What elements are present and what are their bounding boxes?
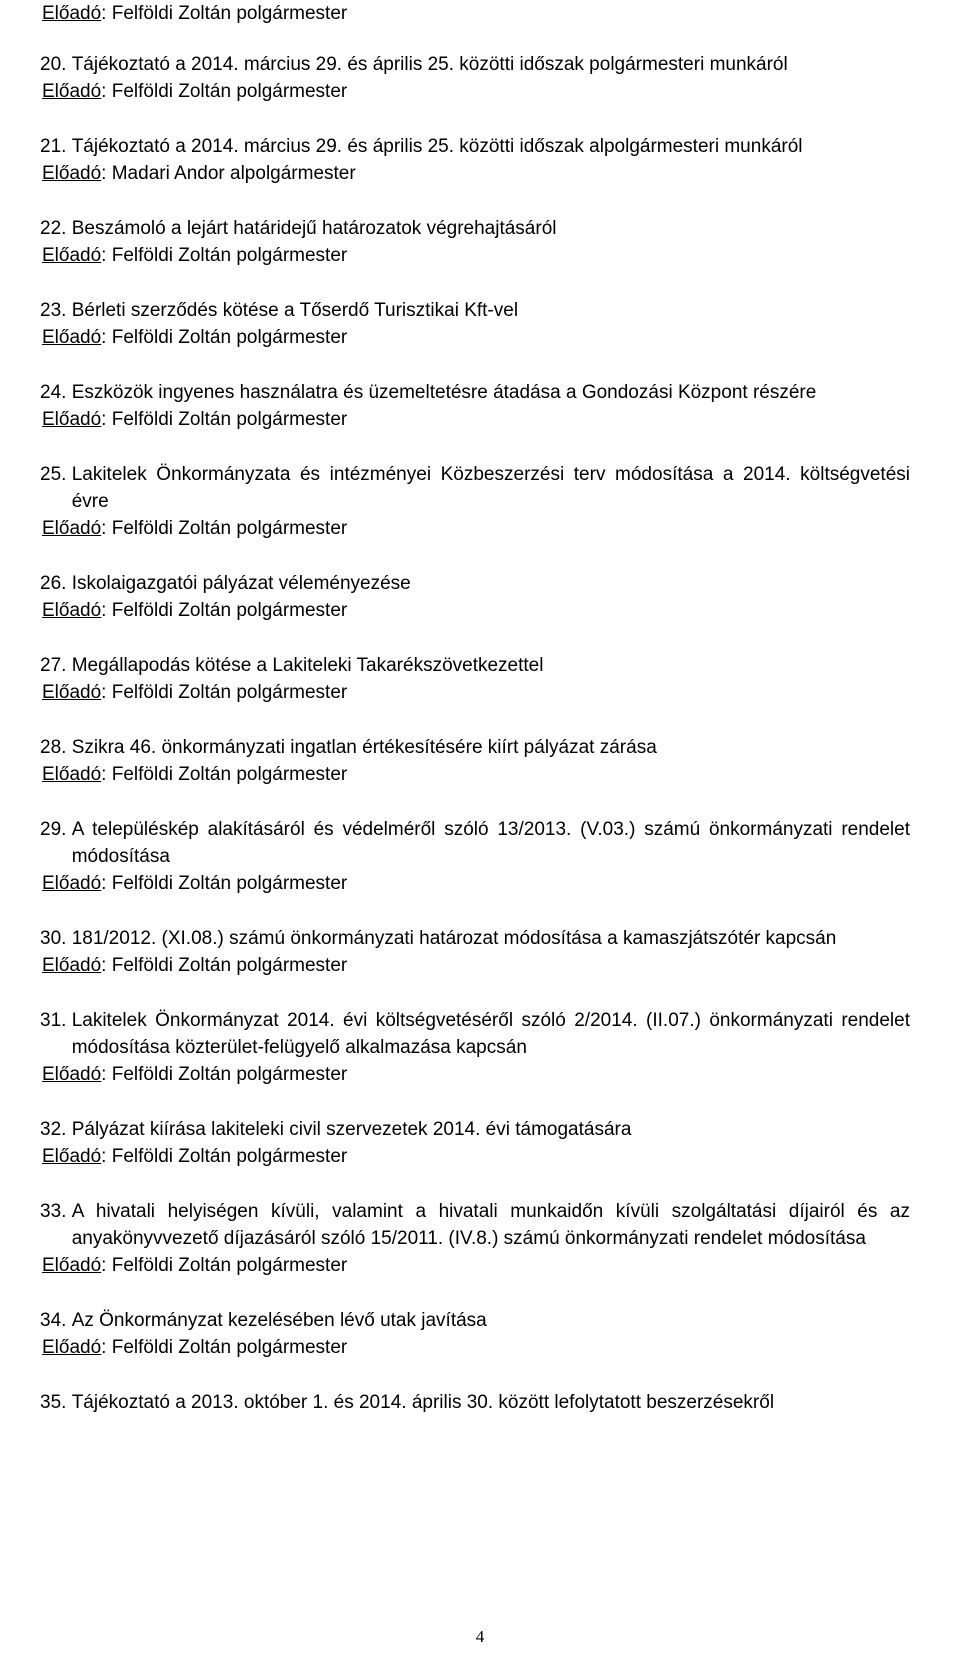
agenda-item [40, 51, 910, 105]
agenda-item-number: 23. [40, 300, 67, 321]
agenda-item [40, 816, 910, 897]
agenda-item-text: Beszámoló a lejárt határidejű határozatok végrehajtásáról [71, 218, 557, 239]
presenter-name: Felföldi Zoltán polgármester [111, 682, 348, 703]
agenda-item-title [40, 734, 910, 761]
agenda-item-text: Az Önkormányzat kezelésében lévő utak javítása [71, 1310, 487, 1331]
presenter-line: Előadó: Felföldi Zoltán polgármester [42, 518, 348, 539]
presenter-line: Előadó: Felföldi Zoltán polgármester [42, 327, 348, 348]
agenda-item-text: Tájékoztató a 2014. március 29. és április 25. közötti időszak polgármesteri munkáról [71, 54, 788, 75]
agenda-item-text: Megállapodás kötése a Lakiteleki Takarékszövetkezettel [71, 655, 544, 676]
agenda-item-title [40, 297, 910, 324]
agenda-item-number: 29. [40, 819, 67, 840]
presenter-label: Előadó [42, 245, 102, 266]
page-number: 4 [475, 1627, 485, 1646]
presenter-line: Előadó: Felföldi Zoltán polgármester [42, 1146, 348, 1167]
presenter-line: Előadó: Felföldi Zoltán polgármester [42, 1255, 348, 1276]
agenda-item-text: Szikra 46. önkormányzati ingatlan értékesítésére kiírt pályázat zárása [71, 737, 657, 758]
presenter-label: Előadó [42, 518, 102, 539]
presenter-line: Előadó: Felföldi Zoltán polgármester [42, 81, 348, 102]
agenda-item-number: 31. [40, 1010, 67, 1031]
agenda-item-number: 28. [40, 737, 67, 758]
presenter-label: Előadó [42, 163, 102, 184]
agenda-item-title [40, 133, 910, 160]
agenda-item [40, 297, 910, 351]
agenda-item-number: 32. [40, 1119, 67, 1140]
agenda-item-number: 35. [40, 1392, 67, 1413]
agenda-item-text: A hivatali helyiségen kívüli, valamint a hivatali munkaidőn kívüli szolgáltatási díjairól és az anyakönyvvezető díjazásáról szóló 15/2011. (IV.8.) számú önkormányzati rendelet módosítása [71, 1201, 910, 1249]
agenda-item-number: 21. [40, 136, 67, 157]
presenter-line: Előadó: Felföldi Zoltán polgármester [42, 3, 348, 24]
agenda-item-number: 26. [40, 573, 67, 594]
agenda-item-number: 30. [40, 928, 67, 949]
presenter-label: Előadó [42, 600, 102, 621]
agenda-item-title [40, 652, 910, 679]
agenda-item-text: Bérleti szerződés kötése a Tőserdő Turisztikai Kft-vel [71, 300, 519, 321]
presenter-line: Előadó: Felföldi Zoltán polgármester [42, 600, 348, 621]
presenter-name: Madari Andor alpolgármester [111, 163, 356, 184]
presenter-name: Felföldi Zoltán polgármester [111, 245, 348, 266]
presenter-label: Előadó [42, 764, 102, 785]
agenda-item-text: Iskolaigazgatói pályázat véleményezése [71, 573, 411, 594]
agenda-page [40, 0, 910, 1416]
agenda-item-title [40, 816, 910, 870]
agenda-item-title [40, 461, 910, 515]
agenda-item-text: Tájékoztató a 2013. október 1. és 2014. április 30. között lefolytatott beszerzésekről [71, 1392, 775, 1413]
presenter-line: Előadó: Felföldi Zoltán polgármester [42, 1337, 348, 1358]
presenter-line: Előadó: Felföldi Zoltán polgármester [42, 764, 348, 785]
agenda-item [40, 652, 910, 706]
agenda-item-title [40, 379, 910, 406]
presenter-line: Előadó: Felföldi Zoltán polgármester [42, 409, 348, 430]
presenter-name: Felföldi Zoltán polgármester [111, 600, 348, 621]
presenter-label: Előadó [42, 1255, 102, 1276]
agenda-item-text: Lakitelek Önkormányzat 2014. évi költségvetéséről szóló 2/2014. (II.07.) önkormányzati rendelet módosítása közterület-felügyelő alkalmazása kapcsán [71, 1010, 910, 1058]
agenda-item-title [40, 1198, 910, 1252]
agenda-item-text: Pályázat kiírása lakiteleki civil szervezetek 2014. évi támogatására [71, 1119, 632, 1140]
agenda-list [40, 51, 910, 1416]
agenda-item [40, 215, 910, 269]
agenda-item-text: Tájékoztató a 2014. március 29. és április 25. közötti időszak alpolgármesteri munkáról [71, 136, 803, 157]
agenda-item-number: 20. [40, 54, 67, 75]
presenter-label: Előadó [42, 81, 102, 102]
presenter-label: Előadó [42, 955, 102, 976]
presenter-name: Felföldi Zoltán polgármester [111, 518, 348, 539]
agenda-item-text: 181/2012. (XI.08.) számú önkormányzati határozat módosítása a kamaszjátszótér kapcsán [71, 928, 837, 949]
agenda-item-number: 34. [40, 1310, 67, 1331]
agenda-item-title [40, 925, 910, 952]
agenda-item-title [40, 51, 910, 78]
agenda-item [40, 379, 910, 433]
presenter-line: Előadó: Felföldi Zoltán polgármester [42, 873, 348, 894]
presenter-line: Előadó: Felföldi Zoltán polgármester [42, 955, 348, 976]
presenter-label: Előadó [42, 327, 102, 348]
presenter-label: Előadó [42, 1337, 102, 1358]
agenda-item [40, 734, 910, 788]
presenter-name: Felföldi Zoltán polgármester [111, 1337, 348, 1358]
presenter-label: Előadó [42, 3, 102, 24]
presenter-name: Felföldi Zoltán polgármester [111, 764, 348, 785]
presenter-line: Előadó: Felföldi Zoltán polgármester [42, 682, 348, 703]
agenda-item-text: Eszközök ingyenes használatra és üzemeltetésre átadása a Gondozási Központ részére [71, 382, 817, 403]
agenda-item [40, 925, 910, 979]
agenda-item-number: 25. [40, 464, 67, 485]
presenter-name: Felföldi Zoltán polgármester [111, 81, 348, 102]
agenda-item-number: 24. [40, 382, 67, 403]
agenda-item-text: A településkép alakításáról és védelméről szóló 13/2013. (V.03.) számú önkormányzati rendelet módosítása [71, 819, 910, 867]
presenter-label: Előadó [42, 1064, 102, 1085]
presenter-name: Felföldi Zoltán polgármester [111, 327, 348, 348]
agenda-item-title [40, 570, 910, 597]
agenda-item [40, 1307, 910, 1361]
agenda-item-title [40, 215, 910, 242]
presenter-label: Előadó [42, 1146, 102, 1167]
presenter-name: Felföldi Zoltán polgármester [111, 409, 348, 430]
presenter-line: Előadó: Felföldi Zoltán polgármester [42, 245, 348, 266]
presenter-label: Előadó [42, 682, 102, 703]
agenda-item-title [40, 1389, 910, 1416]
agenda-item [40, 1198, 910, 1279]
agenda-item-number: 22. [40, 218, 67, 239]
presenter-line: Előadó: Madari Andor alpolgármester [42, 163, 356, 184]
presenter-name: Felföldi Zoltán polgármester [111, 873, 348, 894]
agenda-item [40, 1389, 910, 1416]
agenda-item [40, 1007, 910, 1088]
agenda-item [40, 1116, 910, 1170]
agenda-item-title [40, 1116, 910, 1143]
presenter-name: Felföldi Zoltán polgármester [111, 1064, 348, 1085]
agenda-item-title [40, 1307, 910, 1334]
presenter-label: Előadó [42, 873, 102, 894]
presenter-name: Felföldi Zoltán polgármester [111, 1255, 348, 1276]
agenda-item-number: 33. [40, 1201, 67, 1222]
agenda-item [40, 461, 910, 542]
agenda-item-number: 27. [40, 655, 67, 676]
presenter-label: Előadó [42, 409, 102, 430]
agenda-item [40, 570, 910, 624]
presenter-name: Felföldi Zoltán polgármester [111, 1146, 348, 1167]
presenter-line: Előadó: Felföldi Zoltán polgármester [42, 1064, 348, 1085]
presenter-name: Felföldi Zoltán polgármester [111, 955, 348, 976]
presenter-name: Felföldi Zoltán polgármester [111, 3, 348, 24]
agenda-item-text: Lakitelek Önkormányzata és intézményei Közbeszerzési terv módosítása a 2014. költségvetési évre [71, 464, 910, 512]
agenda-item [40, 133, 910, 187]
agenda-item-title [40, 1007, 910, 1061]
